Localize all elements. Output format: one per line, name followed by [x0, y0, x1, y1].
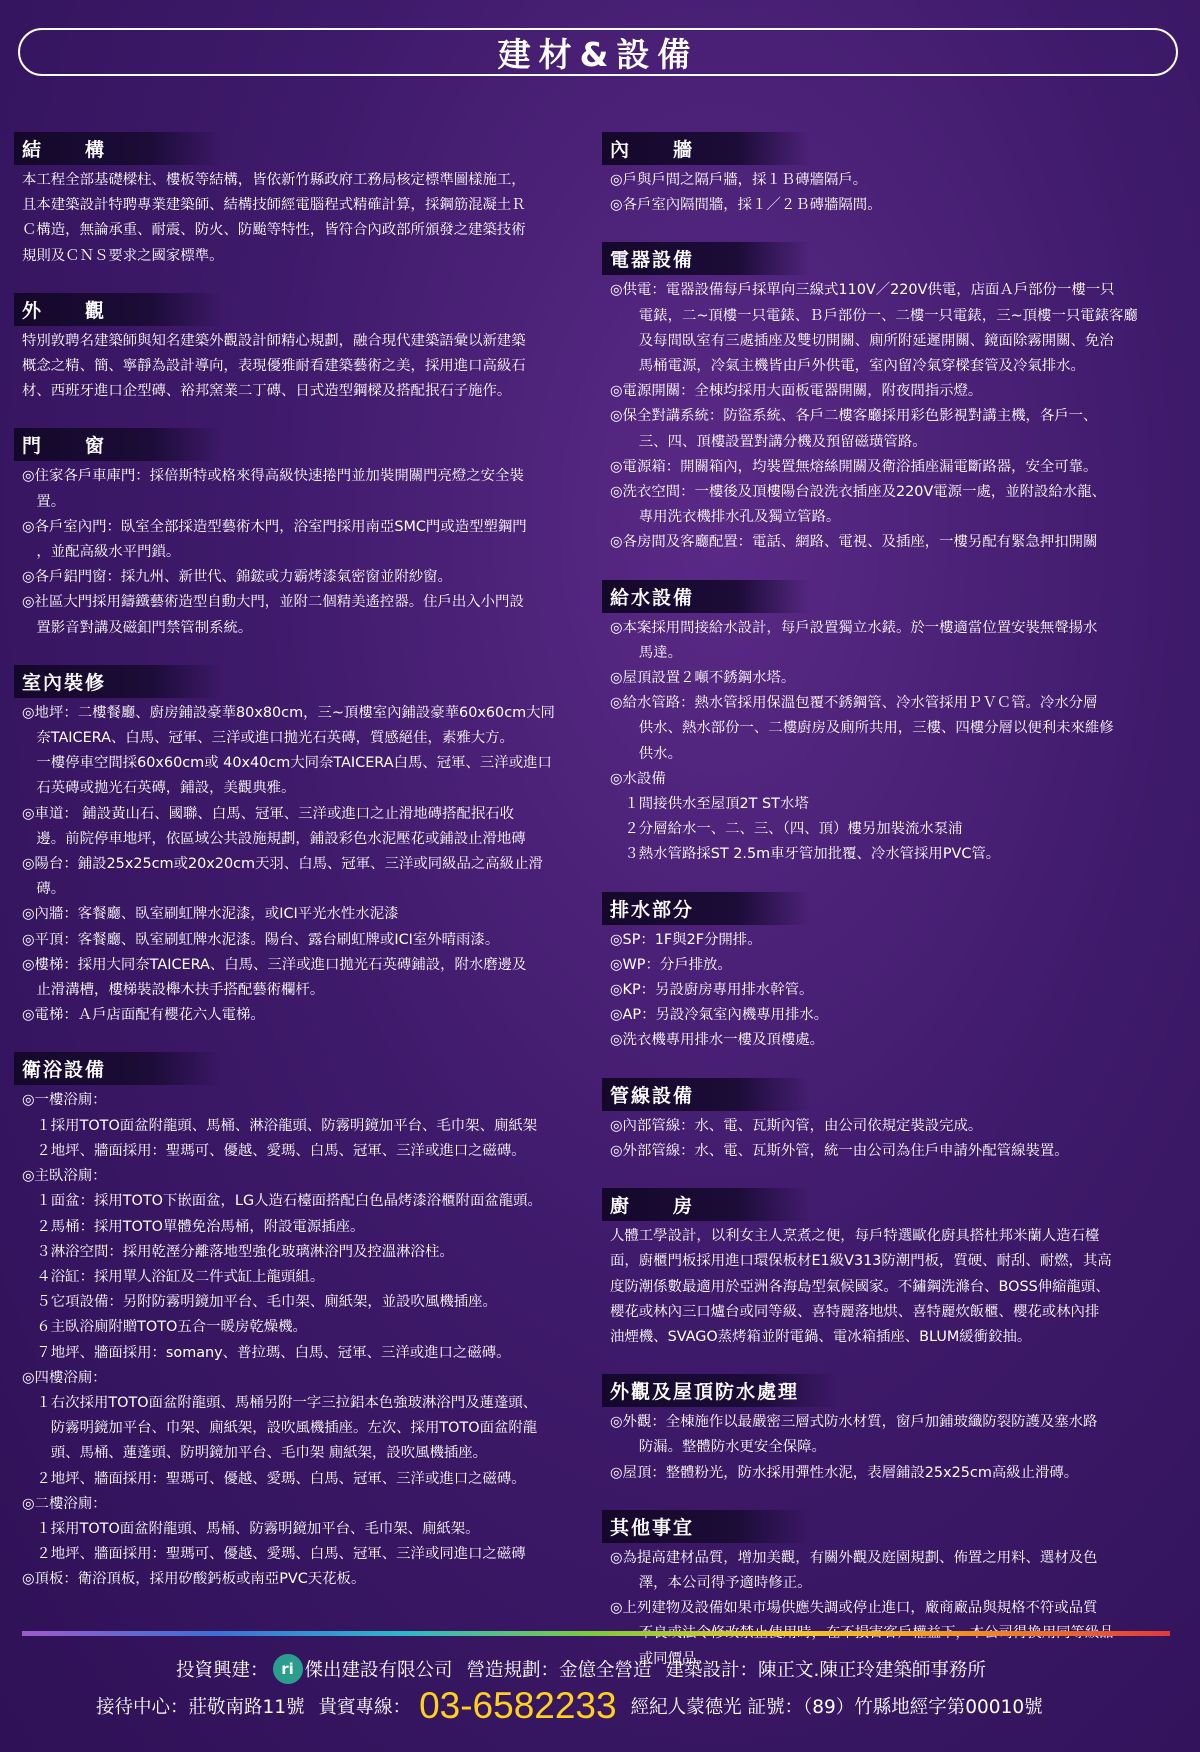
reception-address: 接待中心：莊敬南路11號	[96, 1697, 305, 1718]
company-logo-icon: ri	[273, 1654, 303, 1684]
spec-line: ◎平頂：客餐廳、臥室刷虹牌水泥漆。陽台、露台刷虹牌或ICI室外晴雨漆。	[22, 931, 500, 948]
spec-line: ２地坪、牆面採用：聖瑪可、優越、愛瑪、白馬、冠軍、三洋或進口之磁磚。	[22, 1142, 526, 1159]
spec-line: 置影音對講及磁釦門禁管制系統。	[22, 619, 253, 636]
investor-label: 投資興建：	[176, 1660, 269, 1681]
section-body	[602, 616, 1172, 868]
spec-line: ◎外部管線：水、電、瓦斯外管，統一由公司為住戶申請外配管線裝置。	[610, 1142, 1069, 1159]
spec-section	[14, 1052, 586, 1592]
section-body	[14, 1088, 586, 1592]
section-heading: 室內裝修	[14, 665, 222, 698]
spec-line: 特別敦聘名建築師與知名建築外觀設計師精心規劃，融合現代建築語彙以新建築	[22, 332, 526, 349]
section-heading: 衛浴設備	[14, 1052, 222, 1085]
right-column	[602, 132, 1172, 1696]
spec-line: 一樓停車空間採60x60cm或 40x40cm大同奈TAICERA白馬、冠軍、三洋或進口	[22, 755, 552, 772]
section-heading: 內 牆	[602, 132, 810, 165]
spec-line: 馬達。	[610, 644, 682, 661]
spec-line: ◎本案採用間接給水設計，每戶設置獨立水錶。於一樓適當位置安裝無聲揚水	[610, 619, 1098, 636]
spec-line: １採用TOTO面盆附龍頭、馬桶、淋浴龍頭、防霧明鏡加平台、毛巾架、廁紙架	[22, 1117, 538, 1134]
spec-line: 馬桶電源，冷氣主機皆由戶外供電，室內留冷氣穿樑套管及冷氣排水。	[610, 358, 1085, 375]
spec-line: ◎屋頂設置２噸不銹鋼水塔。	[610, 670, 796, 687]
spec-line: ◎水設備	[610, 770, 666, 787]
spec-line: 電錶，二~頂樓一只電錶、Ｂ戶部份一、二樓一只電錶，三~頂樓一只電錶客廳	[610, 307, 1138, 324]
spec-line: 概念之精、簡、寧靜為設計導向，表現優雅耐看建築藝術之美，採用進口高級石	[22, 358, 526, 375]
spec-line: ◎樓梯：採用大同奈TAICERA、白馬、三洋或進口拋光石英磚鋪設，附水磨邊及	[22, 956, 527, 973]
spec-line: ２分層給水一、二、三、（四、頂）樓另加裝流水泵浦	[610, 821, 963, 838]
architect-info: 建築設計：陳正文.陳正玲建築師事務所	[665, 1660, 986, 1681]
hotline-phone[interactable]: 03-6582233	[419, 1685, 617, 1726]
spec-line: 奈TAICERA、白馬、冠軍、三洋或進口拋光石英磚，質感絕佳，素雅大方。	[22, 730, 514, 747]
spec-line: 油煙機、SVAGO蒸烤箱並附電鍋、電冰箱插座、BLUM緩衝鉸抽。	[610, 1328, 1032, 1345]
spec-line: 且本建築設計特聘專業建築師、結構技師經電腦程式精確計算，採鋼筋混凝土Ｒ	[22, 197, 526, 214]
spec-line: ◎四樓浴廁：	[22, 1369, 107, 1386]
section-body	[602, 1224, 1172, 1350]
spec-line: 澤，本公司得予適時修正。	[610, 1574, 812, 1591]
spec-line: ◎各戶室內門：臥室全部採造型藝術木門，浴室門採用南亞SMC門或造型塑鋼門	[22, 518, 527, 535]
spec-line: ◎給水管路：熱水管採用保溫包覆不銹鋼管、冷水管採用ＰＶＣ管。冷水分層	[610, 695, 1098, 712]
investor-name: 傑出建設有限公司	[304, 1660, 453, 1681]
spec-line: ◎車道： 鋪設黃山石、國聯、白馬、冠軍、三洋或進口之止滑地磚搭配抿石收	[22, 805, 515, 822]
spec-line: ◎KP：另設廚房專用排水幹管。	[610, 982, 814, 999]
spec-line: １面盆：採用TOTO下嵌面盆，LG人造石檯面搭配白色晶烤漆浴櫃附面盆龍頭。	[22, 1193, 542, 1210]
spec-line: ◎外觀：全棟施作以最嚴密三層式防水材質，窗戶加鋪玻纖防裂防護及塞水路	[610, 1414, 1098, 1431]
spec-line: 置。	[22, 493, 66, 510]
section-body	[14, 329, 586, 405]
spec-line: ◎電梯：Ａ戶店面配有櫻花六人電梯。	[22, 1007, 265, 1024]
section-body	[602, 278, 1172, 555]
spec-line: ◎住家各戶車庫門：採倍斯特或格來得高級快速捲門並加裝開關門亮燈之安全裝	[22, 468, 524, 485]
spec-line: ７地坪、牆面採用：somany、普拉瑪、白馬、冠軍、三洋或進口之磁磚。	[22, 1344, 511, 1361]
spec-line: ◎洗衣空間：一樓後及頂樓陽台設洗衣插座及220V電源一處，並附設給水龍、	[610, 484, 1106, 501]
spec-line: ，並配高級水平門鎖。	[22, 544, 181, 561]
section-body	[602, 1546, 1172, 1672]
section-heading: 管線設備	[602, 1078, 810, 1111]
section-heading: 給水設備	[602, 580, 810, 613]
section-heading: 電器設備	[602, 242, 810, 275]
spec-line: 頭、馬桶、蓮蓬頭、防明鏡加平台、毛巾架 廁紙架，設吹風機插座。	[22, 1445, 488, 1462]
spec-line: 材、西班牙進口企型磚、裕邦窯業二丁磚、日式造型鋼樑及搭配抿石子施作。	[22, 383, 512, 400]
section-body	[602, 1410, 1172, 1486]
spec-line: 規則及ＣＮＳ要求之國家標準。	[22, 247, 224, 264]
spec-line: ◎各戶室內隔間牆，採１／２Ｂ磚牆隔間。	[610, 197, 882, 214]
spec-line: 防漏。整體防水更安全保障。	[610, 1439, 826, 1456]
spec-line: ２馬桶：採用TOTO單體免治馬桶，附設電源插座。	[22, 1218, 365, 1235]
spec-line: 防霧明鏡加平台、巾架、廁紙架，設吹風機插座。左次、採用TOTO面盆附龍	[22, 1420, 538, 1437]
section-heading: 外 觀	[14, 293, 222, 326]
spec-line: Ｃ構造，無論承重、耐震、防火、防颱等特性，皆符合內政部所頒發之建築技術	[22, 222, 526, 239]
spec-line: ◎保全對講系統：防盜系統、各戶二樓客廳採用彩色影視對講主機，各戶一、	[610, 408, 1098, 425]
spec-section	[602, 1078, 1172, 1164]
spec-line: 止滑溝槽，樓梯裝設櫸木扶手搭配藝術欄杆。	[22, 982, 325, 999]
title-banner	[18, 28, 1178, 76]
spec-section	[14, 293, 586, 405]
spec-section	[602, 892, 1172, 1054]
spec-line: ◎一樓浴廁：	[22, 1092, 107, 1109]
section-heading: 排水部分	[602, 892, 810, 925]
spec-line: ◎供電：電器設備每戶採單向三線式110V／220V供電，店面Ａ戶部份一樓一只	[610, 282, 1115, 299]
spec-line: 供水。	[610, 745, 682, 762]
rainbow-divider	[22, 1631, 1170, 1636]
spec-section	[602, 242, 1172, 555]
spec-line: 邊。前院停車地坪，依區域公共設施規劃，鋪設彩色水泥壓花或鋪設止滑地磚	[22, 830, 526, 847]
spec-line: 及每間臥室有三處插座及雙切開關、廁所附延遲開關、鏡面除霧開關、免治	[610, 332, 1114, 349]
spec-line: ◎為提高建材品質，增加美觀，有關外觀及庭園規劃、佈置之用料、選材及色	[610, 1549, 1098, 1566]
spec-line: ◎各戶鋁門窗：採九州、新世代、錦鋐或力霸烤漆氣密窗並附紗窗。	[22, 569, 452, 586]
section-body	[14, 464, 586, 640]
section-body	[602, 1114, 1172, 1164]
spec-line: 面，廚櫃門板採用進口環保板材E1級V313防潮門板，質硬、耐刮、耐燃，其高	[610, 1253, 1112, 1270]
spec-section	[14, 665, 586, 1029]
section-heading: 外觀及屋頂防水處理	[602, 1374, 839, 1407]
spec-line: ３淋浴空間：採用乾溼分離落地型強化玻璃淋浴門及控溫淋浴柱。	[22, 1243, 454, 1260]
spec-line: ◎SP：1F與2F分開排。	[610, 931, 762, 948]
spec-line: ◎上列建物及設備如果市場供應失調或停止進口，廠商廠品與規格不符或品質	[610, 1600, 1098, 1617]
spec-line: １間接供水至屋頂2T ST水塔	[610, 796, 809, 813]
spec-line: ◎電源箱：開關箱內，均裝置無熔絲開關及衛浴插座漏電斷路器，安全可靠。	[610, 458, 1098, 475]
spec-line: ◎內牆：客餐廳、臥室刷虹牌水泥漆，或ICI平光水性水泥漆	[22, 906, 399, 923]
spec-line: ◎AP：另設冷氣室內機專用排水。	[610, 1007, 829, 1024]
spec-line: ◎戶與戶間之隔戶牆，採１Ｂ磚牆隔戶。	[610, 172, 868, 188]
spec-section	[602, 1374, 1172, 1486]
spec-line: 度防潮係數最適用於亞洲各海島型氣候國家。不鏽鋼洗滌台、BOSS伸縮龍頭、	[610, 1278, 1110, 1295]
spec-line: 磚。	[22, 881, 66, 898]
spec-line: ◎社區大門採用鑄鐵藝術造型自動大門，並附二個精美遙控器。住戶出入小門設	[22, 594, 524, 611]
broker-license: 經紀人蒙德光 証號：（89）竹縣地經字第00010號	[630, 1697, 1043, 1718]
builder-info: 營造規劃：金億全營造	[466, 1660, 652, 1681]
spec-line: ６主臥浴廁附贈TOTO五合一暖房乾燥機。	[22, 1319, 307, 1336]
spec-line: ◎陽台：鋪設25x25cm或20x20cm天羽、白馬、冠軍、三洋或同級品之高級止滑	[22, 856, 543, 873]
spec-line: 三、四、頂樓設置對講分機及預留磁璜管路。	[610, 433, 927, 450]
spec-line: ◎屋頂：整體粉光，防水採用彈性水泥，表層鋪設25x25cm高級止滑磚。	[610, 1464, 1079, 1481]
section-body	[14, 168, 586, 269]
spec-line: ５它項設備：另附防霧明鏡加平台、毛巾架、廁紙架，並設吹風機插座。	[22, 1294, 497, 1311]
spec-line: ２地坪、牆面採用：聖瑪可、優越、愛瑪、白馬、冠軍、三洋或進口之磁磚。	[22, 1470, 526, 1487]
section-heading: 門 窗	[14, 428, 222, 461]
spec-line: 石英磚或拋光石英磚，鋪設，美觀典雅。	[22, 780, 296, 797]
spec-line: ３熱水管路採ST 2.5m車牙管加批覆、冷水管採用PVC管。	[610, 846, 1001, 863]
spec-line: 專用洗衣機排水孔及獨立管路。	[610, 509, 841, 526]
spec-line: ◎地坪：二樓餐廳、廚房鋪設豪華80x80cm，三~頂樓室內鋪設豪華60x60cm大同	[22, 704, 555, 721]
page-title: 建材&設備	[497, 34, 699, 74]
spec-section	[602, 1510, 1172, 1672]
footer-row-contact	[96, 1686, 1043, 1726]
spec-line: １右次採用TOTO面盆附龍頭、馬桶另附一字三拉鋁本色強玻淋浴門及蓮蓬頭、	[22, 1394, 538, 1411]
hotline-label: 貴賓專線：	[318, 1697, 412, 1718]
spec-line: 或同價品。	[610, 1650, 711, 1667]
spec-line: 供水、熱水部份一、二樓廚房及廁所共用，三樓、四樓分層以便利未來維修	[610, 720, 1114, 737]
spec-section	[14, 428, 586, 640]
spec-line: ◎頂板：衛浴頂板，採用矽酸鈣板或南亞PVC天花板。	[22, 1571, 366, 1588]
spec-line: ◎洗衣機專用排水一樓及頂樓處。	[610, 1032, 825, 1049]
section-body	[602, 928, 1172, 1054]
spec-line: ◎各房間及客廳配置：電話、網路、電視、及插座，一樓另配有緊急押扣開關	[610, 534, 1098, 551]
left-column	[14, 132, 586, 1617]
footer-row-companies	[176, 1654, 986, 1684]
spec-section	[14, 132, 586, 269]
spec-line: 本工程全部基礎樑柱、樓板等結構，皆依新竹縣政府工務局核定標準圖樣施工，	[22, 172, 526, 188]
spec-line: １採用TOTO面盆附龍頭、馬桶、防霧明鏡加平台、毛巾架、廁紙架。	[22, 1520, 480, 1537]
section-heading: 其他事宜	[602, 1510, 810, 1543]
spec-line: ◎電源開關：全棟均採用大面板電器開關，附夜間指示燈。	[610, 383, 983, 400]
section-heading: 結 構	[14, 132, 222, 165]
section-heading: 廚 房	[602, 1188, 810, 1221]
spec-line: ◎內部管線：水、電、瓦斯內管，由公司依規定裝設完成。	[610, 1117, 983, 1134]
spec-line: ◎二樓浴廁：	[22, 1495, 107, 1512]
section-body	[14, 701, 586, 1029]
spec-line: 人體工學設計，以利女主人烹煮之便，每戶特選歐化廚具搭杜邦米蘭人造石檯	[610, 1228, 1100, 1245]
spec-section	[602, 132, 1172, 218]
spec-line: ◎主臥浴廁：	[22, 1168, 107, 1185]
spec-section	[602, 580, 1172, 868]
section-body	[602, 168, 1172, 218]
spec-line: 櫻花或林內三口爐台或同等級、喜特麗落地烘、喜特麗炊飯櫃、櫻花或林內排	[610, 1303, 1100, 1320]
spec-line: ２地坪、牆面採用：聖瑪可、優越、愛瑪、白馬、冠軍、三洋或同進口之磁磚	[22, 1546, 526, 1563]
spec-line: ◎WP：分戶排放。	[610, 956, 732, 973]
spec-line: ４浴缸：採用單人浴缸及二件式缸上龍頭組。	[22, 1268, 325, 1285]
spec-section	[602, 1188, 1172, 1350]
